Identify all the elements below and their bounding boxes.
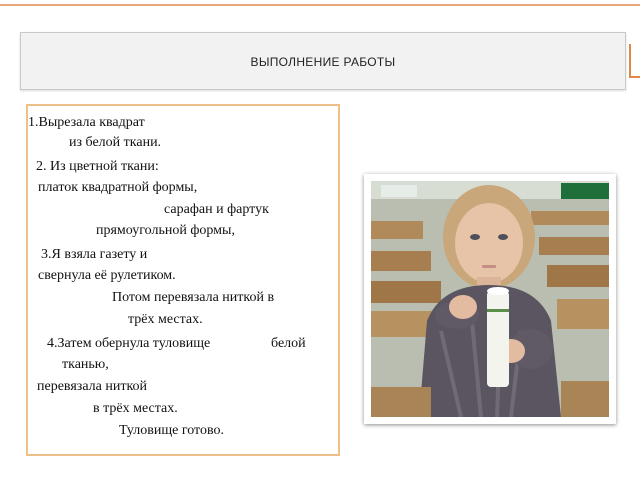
step-1-line-1: 1.Вырезала квадрат — [28, 115, 145, 130]
step-1-line-2: из белой ткани. — [69, 135, 162, 150]
title-bar — [20, 32, 626, 90]
step-4-line-1a: 4.Затем обернула туловище — [47, 336, 211, 351]
photo-girl-with-paper-roll — [371, 181, 609, 417]
step-3-line-2: свернула её рулетиком. — [38, 268, 176, 283]
step-4-line-1b: белой — [271, 336, 306, 351]
step-2-line-3: сарафан и фартук — [164, 202, 269, 217]
step-3-line-3: Потом перевязала ниткой в — [112, 290, 275, 305]
step-3-line-1: 3.Я взяла газету и — [41, 247, 148, 262]
title-decoration-vertical — [629, 44, 631, 78]
step-4-line-5: Туловище готово. — [119, 423, 224, 438]
step-4-line-4: в трёх местах. — [93, 401, 178, 416]
step-2-line-1: 2. Из цветной ткани: — [36, 159, 159, 174]
step-2-line-4: прямоугольной формы, — [96, 223, 235, 238]
photo-frame — [364, 174, 616, 424]
step-4-line-2: тканью, — [62, 357, 109, 372]
top-accent-line — [0, 4, 640, 6]
title-decoration-horizontal — [629, 76, 640, 78]
slide-title: ВЫПОЛНЕНИЕ РАБОТЫ — [250, 55, 396, 69]
step-4-line-3: перевязала ниткой — [37, 379, 148, 394]
step-3-line-4: трёх местах. — [128, 312, 203, 327]
step-2-line-2: платок квадратной формы, — [38, 180, 198, 195]
photo-illustration — [371, 181, 609, 417]
